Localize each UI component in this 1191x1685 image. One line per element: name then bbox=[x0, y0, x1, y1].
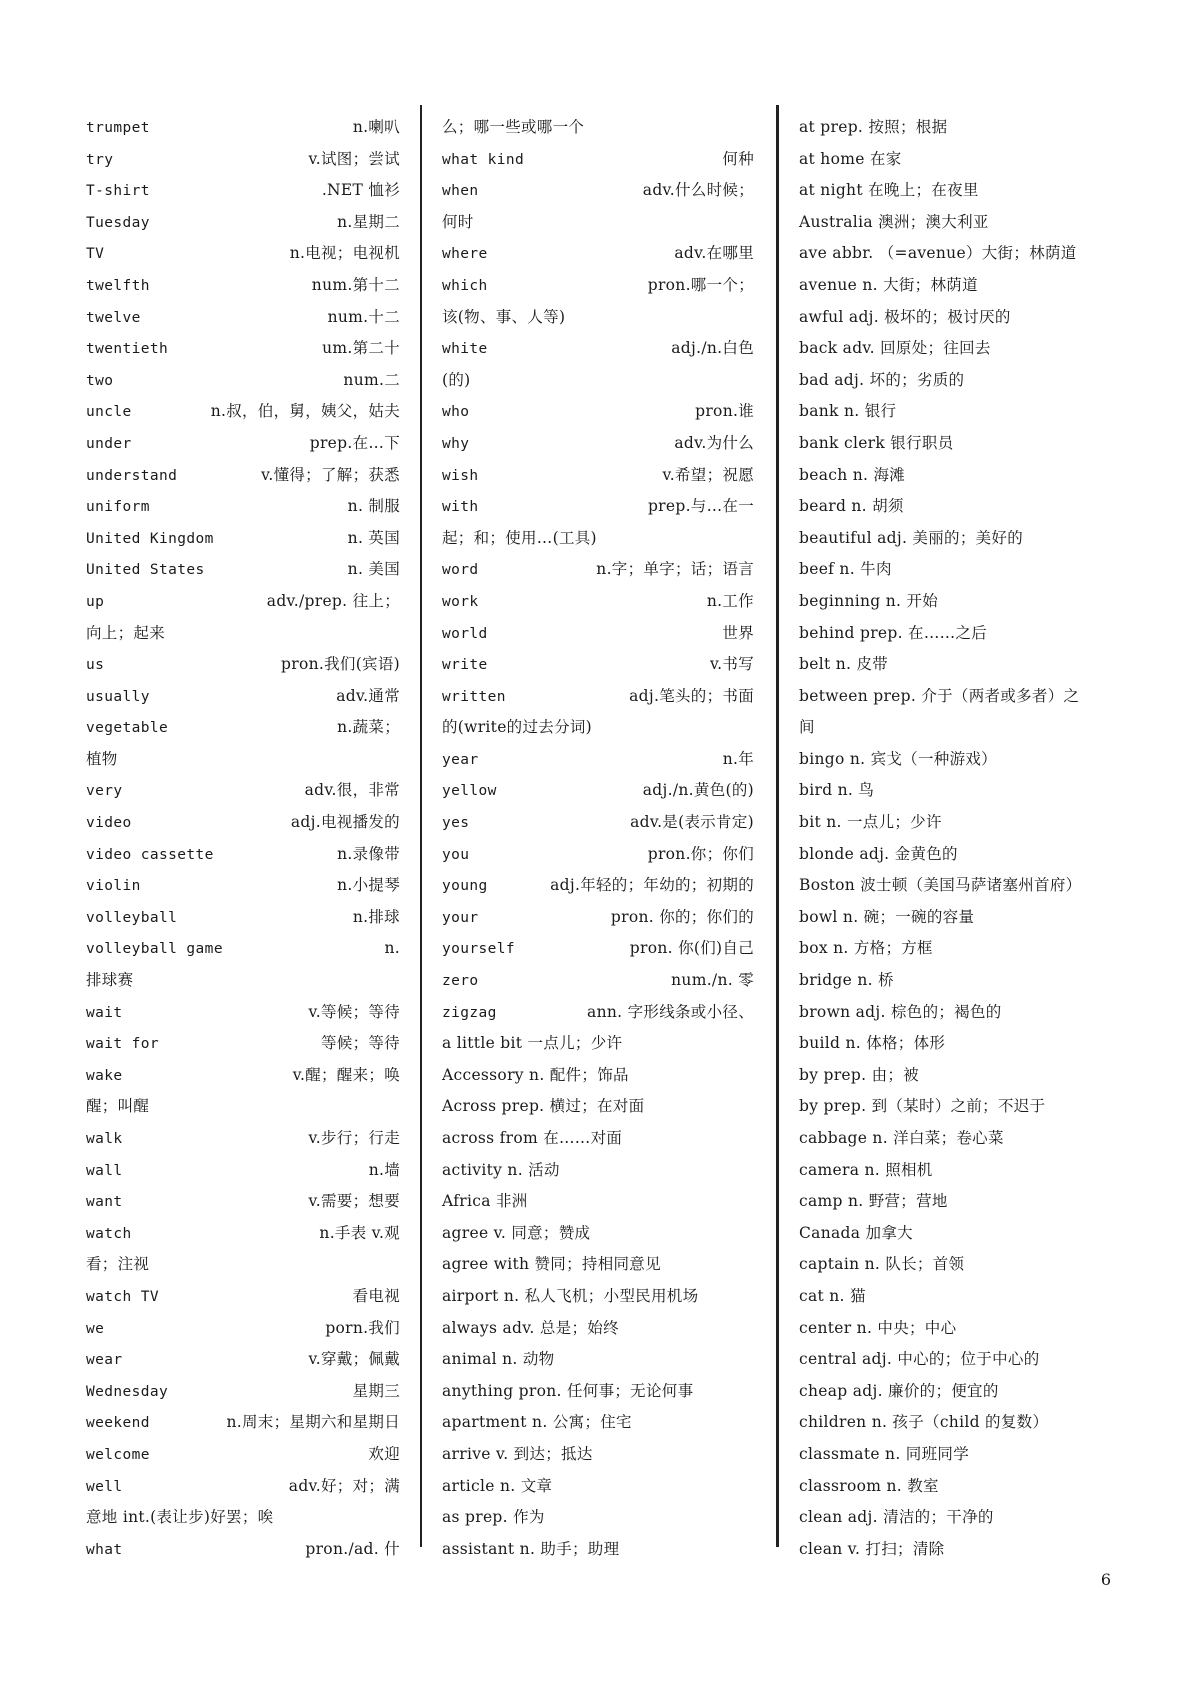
entry-translation: n.叔，伯，舅，姨父，姑夫 bbox=[210, 402, 400, 421]
entry-continuation: anything pron. 任何事；无论何事 bbox=[442, 1381, 694, 1400]
vocab-entry bbox=[86, 1281, 400, 1313]
entry-translation: n.手表 v.观 bbox=[319, 1223, 400, 1242]
entry-continuation: 的(write的过去分词) bbox=[442, 718, 593, 737]
entry-line: Canada 加拿大 bbox=[799, 1223, 913, 1242]
entry-translation: n.录像带 bbox=[337, 844, 400, 863]
entry-line: box n. 方格；方框 bbox=[799, 939, 933, 958]
entry-line: children n. 孩子（child 的复数） bbox=[799, 1413, 1049, 1432]
entry-line: Boston 波士顿（美国马萨诸塞州首府） bbox=[799, 876, 1082, 895]
entry-word: wear bbox=[86, 1352, 123, 1369]
entry-translation: n.排球 bbox=[352, 907, 400, 926]
entry-translation: v.懂得；了解；获悉 bbox=[261, 465, 400, 484]
entry-word: work bbox=[442, 593, 479, 610]
entry-continuation: always adv. 总是；始终 bbox=[442, 1318, 619, 1337]
entry-line: classmate n. 同班同学 bbox=[799, 1444, 969, 1463]
entry-word: want bbox=[86, 1194, 123, 1211]
vocab-entry bbox=[442, 997, 754, 1029]
entry-translation: adv.为什么 bbox=[674, 433, 754, 452]
entry-translation: ann. 字形线条或小径、 bbox=[587, 1002, 754, 1021]
vocab-entry bbox=[86, 365, 400, 397]
entry-word: zigzag bbox=[442, 1004, 497, 1021]
entry-line: camera n. 照相机 bbox=[799, 1160, 933, 1179]
entry-word: volleyball game bbox=[86, 941, 223, 958]
entry-continuation: animal n. 动物 bbox=[442, 1350, 555, 1369]
vocab-entry bbox=[86, 1534, 400, 1566]
entry-line: brown adj. 棕色的；褐色的 bbox=[799, 1002, 1002, 1021]
entry-translation: n.工作 bbox=[706, 591, 754, 610]
entry-continuation: assistant n. 助手；助理 bbox=[442, 1539, 620, 1558]
vocab-entry bbox=[86, 523, 400, 555]
entry-word: twelfth bbox=[86, 277, 150, 294]
entry-continuation: agree v. 同意；赞成 bbox=[442, 1223, 591, 1242]
vocab-entry bbox=[86, 1313, 400, 1345]
entry-continuation: agree with 赞同；持相同意见 bbox=[442, 1255, 661, 1274]
entry-word: vegetable bbox=[86, 720, 169, 737]
entry-translation: adv.在哪里 bbox=[674, 244, 754, 263]
vocab-entry bbox=[86, 586, 400, 618]
entry-line: clean adj. 清洁的；干净的 bbox=[799, 1508, 994, 1527]
entry-translation: pron. 你的；你们的 bbox=[610, 907, 754, 926]
vocab-entry bbox=[86, 1439, 400, 1471]
entry-word: watch bbox=[86, 1225, 132, 1242]
entry-word: welcome bbox=[86, 1446, 150, 1463]
vocab-entry bbox=[442, 238, 754, 270]
entry-word: twelve bbox=[86, 309, 141, 326]
entry-translation: adj.笔头的；书面 bbox=[629, 686, 754, 705]
entry-word: us bbox=[86, 657, 105, 674]
entry-line: beautiful adj. 美丽的；美好的 bbox=[799, 528, 1024, 547]
vocab-entry bbox=[442, 270, 754, 302]
entry-line: clean v. 打扫；清除 bbox=[799, 1539, 945, 1558]
entry-translation: v.醒；醒来；唤 bbox=[292, 1065, 400, 1084]
entry-line: bridge n. 桥 bbox=[799, 971, 894, 990]
entry-line: 间 bbox=[799, 718, 815, 737]
entry-line: build n. 体格；体形 bbox=[799, 1034, 946, 1053]
entry-translation: n.小提琴 bbox=[337, 876, 400, 895]
page-number: 6 bbox=[1100, 1570, 1111, 1589]
vocab-entry bbox=[86, 554, 400, 586]
entry-word: volleyball bbox=[86, 909, 178, 926]
vocab-entry bbox=[442, 807, 754, 839]
vocab-entry bbox=[86, 460, 400, 492]
entry-translation: pron. 你(们)自己 bbox=[629, 939, 754, 958]
entry-word: yourself bbox=[442, 941, 516, 958]
entry-word: you bbox=[442, 846, 470, 863]
entry-translation: pron.我们(宾语) bbox=[281, 655, 400, 674]
vocab-entry bbox=[86, 870, 400, 902]
entry-continuation: 起；和；使用…(工具) bbox=[442, 528, 597, 547]
entry-translation: num.十二 bbox=[327, 307, 400, 326]
entry-word: video cassette bbox=[86, 846, 214, 863]
entry-line: beach n. 海滩 bbox=[799, 465, 906, 484]
entry-word: word bbox=[442, 562, 479, 579]
entry-translation: porn.我们 bbox=[325, 1318, 400, 1337]
entry-translation: .NET 恤衫 bbox=[321, 181, 400, 200]
entry-translation: adv.什么时候； bbox=[642, 181, 754, 200]
vocab-entry bbox=[86, 1123, 400, 1155]
entry-line: bingo n. 宾戈（一种游戏） bbox=[799, 749, 997, 768]
entry-translation: 世界 bbox=[722, 623, 754, 642]
entry-line: belt n. 皮带 bbox=[799, 655, 889, 674]
entry-translation: adv.是(表示肯定) bbox=[630, 813, 754, 832]
entry-line: by prep. 到（某时）之前；不迟于 bbox=[799, 1097, 1046, 1116]
entry-continuation: 该(物、事、人等) bbox=[442, 307, 566, 326]
vocab-entry bbox=[86, 1376, 400, 1408]
entry-translation: prep.与…在一 bbox=[647, 497, 754, 516]
vocab-entry bbox=[86, 1218, 400, 1250]
entry-translation: v.穿戴；佩戴 bbox=[308, 1350, 400, 1369]
entry-translation: 欢迎 bbox=[368, 1444, 400, 1463]
vocab-entry bbox=[442, 965, 754, 997]
entry-word: white bbox=[442, 341, 488, 358]
entry-continuation: 何时 bbox=[442, 212, 474, 231]
entry-word: written bbox=[442, 688, 506, 705]
vocab-entry bbox=[442, 586, 754, 618]
entry-word: try bbox=[86, 151, 114, 168]
vocab-entry bbox=[86, 302, 400, 334]
entry-continuation: 排球赛 bbox=[86, 971, 134, 990]
entry-word: Wednesday bbox=[86, 1383, 169, 1400]
entry-word: zero bbox=[442, 973, 479, 990]
entry-word: understand bbox=[86, 467, 178, 484]
entry-continuation: 意地 int.(表让步)好罢；唉 bbox=[86, 1508, 274, 1527]
entry-translation: n.星期二 bbox=[337, 212, 400, 231]
entry-translation: v.书写 bbox=[709, 655, 754, 674]
entry-word: we bbox=[86, 1320, 105, 1337]
vocab-entry bbox=[86, 396, 400, 428]
entry-translation: n.周末；星期六和星期日 bbox=[226, 1413, 400, 1432]
entry-line: awful adj. 极坏的；极讨厌的 bbox=[799, 307, 1011, 326]
vocab-entry bbox=[86, 491, 400, 523]
entry-word: year bbox=[442, 751, 479, 768]
entry-word: where bbox=[442, 246, 488, 263]
entry-word: walk bbox=[86, 1131, 123, 1147]
vocab-entry bbox=[86, 1060, 400, 1092]
entry-word: yes bbox=[442, 815, 470, 832]
entry-continuation: 植物 bbox=[86, 749, 118, 768]
entry-word: under bbox=[86, 435, 132, 452]
column-1 bbox=[86, 112, 400, 1565]
entry-word: violin bbox=[86, 878, 141, 895]
entry-word: your bbox=[442, 909, 479, 926]
entry-line: beard n. 胡须 bbox=[799, 497, 904, 516]
vocab-entry bbox=[86, 649, 400, 681]
entry-continuation: 醒；叫醒 bbox=[86, 1097, 150, 1116]
entry-line: between prep. 介于（两者或多者）之 bbox=[799, 686, 1080, 705]
entry-translation: n.墙 bbox=[368, 1160, 400, 1179]
entry-word: wall bbox=[86, 1162, 123, 1179]
entry-continuation: article n. 文章 bbox=[442, 1476, 553, 1495]
entry-word: why bbox=[442, 435, 470, 452]
entry-continuation: Accessory n. 配件；饰品 bbox=[442, 1065, 629, 1084]
entry-line: classroom n. 教室 bbox=[799, 1476, 939, 1495]
entry-continuation: a little bit 一点儿；少许 bbox=[442, 1034, 623, 1053]
entry-word: who bbox=[442, 404, 470, 421]
vocab-entry bbox=[442, 333, 754, 365]
entry-word: wish bbox=[442, 467, 479, 484]
entry-continuation: across from 在……对面 bbox=[442, 1129, 623, 1147]
vocab-entry bbox=[86, 997, 400, 1029]
vocab-entry bbox=[86, 902, 400, 934]
entry-line: bird n. 鸟 bbox=[799, 781, 875, 800]
entry-translation: adv./prep. 往上； bbox=[266, 591, 400, 610]
entry-line: at home 在家 bbox=[799, 149, 902, 168]
column-2 bbox=[442, 112, 754, 1565]
vocab-entry bbox=[442, 428, 754, 460]
entry-word: two bbox=[86, 372, 114, 389]
entry-line: center n. 中央；中心 bbox=[799, 1318, 957, 1337]
vocab-entry bbox=[86, 207, 400, 239]
entry-word: T-shirt bbox=[86, 183, 150, 200]
entry-line: bank clerk 银行职员 bbox=[799, 433, 954, 452]
entry-line: beef n. 牛肉 bbox=[799, 560, 892, 579]
entry-line: central adj. 中心的；位于中心的 bbox=[799, 1350, 1040, 1369]
vocab-entry bbox=[442, 618, 754, 650]
entry-translation: adj./n.黄色(的) bbox=[642, 781, 754, 800]
entry-word: United Kingdom bbox=[86, 530, 214, 547]
entry-word: uniform bbox=[86, 499, 150, 516]
vocab-entry bbox=[442, 396, 754, 428]
vocab-entry bbox=[86, 807, 400, 839]
vocab-entry bbox=[442, 870, 754, 902]
entry-word: very bbox=[86, 783, 123, 800]
entry-word: when bbox=[442, 183, 479, 200]
entry-translation: num./n. 零 bbox=[671, 971, 754, 990]
entry-line: captain n. 队长；首领 bbox=[799, 1255, 965, 1274]
vocab-entry bbox=[86, 1407, 400, 1439]
entry-translation: n.喇叭 bbox=[352, 118, 400, 136]
entry-translation: prep.在…下 bbox=[309, 433, 400, 452]
entry-translation: 看电视 bbox=[352, 1286, 400, 1305]
entry-translation: 何种 bbox=[722, 149, 754, 168]
entry-line: by prep. 由；被 bbox=[799, 1065, 919, 1084]
entry-word: what kind bbox=[442, 151, 525, 168]
column-divider-1 bbox=[420, 105, 422, 1547]
column-3 bbox=[799, 112, 1139, 1565]
vocab-entry bbox=[86, 1028, 400, 1060]
entry-continuation: 看；注视 bbox=[86, 1255, 150, 1274]
entry-translation: adv.通常 bbox=[336, 686, 400, 705]
entry-translation: num.二 bbox=[343, 370, 400, 389]
entry-translation: pron.你；你们 bbox=[647, 844, 754, 863]
vocab-entry bbox=[86, 333, 400, 365]
entry-line: camp n. 野营；营地 bbox=[799, 1192, 948, 1211]
entry-line: bit n. 一点儿；少许 bbox=[799, 813, 942, 832]
entry-line: ave abbr. （=avenue）大街；林荫道 bbox=[799, 244, 1077, 263]
entry-translation: n. 制服 bbox=[347, 497, 400, 516]
entry-line: behind prep. 在……之后 bbox=[799, 623, 988, 642]
entry-line: bank n. 银行 bbox=[799, 402, 897, 421]
entry-continuation: Africa 非洲 bbox=[442, 1192, 528, 1211]
entry-translation: v.等候；等待 bbox=[308, 1002, 400, 1021]
entry-line: Australia 澳洲；澳大利亚 bbox=[799, 212, 989, 231]
entry-translation: n. 英国 bbox=[347, 528, 400, 547]
entry-translation: v.需要；想要 bbox=[308, 1192, 400, 1211]
entry-translation: pron./ad. 什 bbox=[305, 1539, 400, 1558]
entry-word: wait bbox=[86, 1004, 123, 1021]
entry-word: United States bbox=[86, 562, 205, 579]
entry-continuation: Across prep. 横过；在对面 bbox=[442, 1097, 645, 1116]
entry-word: what bbox=[86, 1541, 123, 1558]
entry-translation: pron.哪一个； bbox=[647, 275, 754, 294]
vocab-entry bbox=[442, 839, 754, 871]
entry-word: wait for bbox=[86, 1036, 160, 1053]
column-divider-2 bbox=[776, 105, 779, 1547]
vocab-entry bbox=[442, 775, 754, 807]
entry-word: trumpet bbox=[86, 120, 150, 136]
entry-word: world bbox=[442, 625, 488, 642]
entry-line: at night 在晚上；在夜里 bbox=[799, 181, 979, 200]
entry-word: write bbox=[442, 657, 488, 674]
entry-word: weekend bbox=[86, 1415, 150, 1432]
vocab-entry bbox=[442, 681, 754, 713]
entry-translation: adj./n.白色 bbox=[671, 339, 754, 358]
vocab-entry bbox=[86, 712, 400, 744]
entry-continuation: apartment n. 公寓；住宅 bbox=[442, 1413, 632, 1432]
entry-word: usually bbox=[86, 688, 150, 705]
vocab-entry bbox=[442, 460, 754, 492]
entry-translation: n.蔬菜； bbox=[337, 718, 400, 737]
entry-translation: n.字；单字；话；语言 bbox=[596, 560, 754, 579]
entry-translation: adj.年轻的；年幼的；初期的 bbox=[550, 876, 754, 895]
entry-line: cabbage n. 洋白菜；卷心菜 bbox=[799, 1129, 1004, 1147]
entry-line: avenue n. 大街；林荫道 bbox=[799, 275, 978, 294]
entry-line: blonde adj. 金黄色的 bbox=[799, 844, 958, 863]
vocab-entry bbox=[86, 175, 400, 207]
entry-translation: pron.谁 bbox=[695, 402, 754, 421]
vocab-entry bbox=[86, 144, 400, 176]
entry-line: bad adj. 坏的；劣质的 bbox=[799, 370, 965, 389]
vocab-entry bbox=[442, 554, 754, 586]
entry-translation: adv.好；对；满 bbox=[288, 1476, 400, 1495]
vocab-entry bbox=[86, 238, 400, 270]
entry-continuation: activity n. 活动 bbox=[442, 1160, 560, 1179]
entry-line: cat n. 猫 bbox=[799, 1286, 866, 1305]
entry-word: wake bbox=[86, 1067, 123, 1084]
entry-continuation: airport n. 私人飞机；小型民用机场 bbox=[442, 1286, 699, 1305]
entry-translation: adj.电视播发的 bbox=[290, 813, 400, 832]
vocab-entry bbox=[86, 1155, 400, 1187]
entry-continuation: 么；哪一些或哪一个 bbox=[442, 118, 585, 136]
entry-word: watch TV bbox=[86, 1288, 160, 1305]
entry-translation: 星期三 bbox=[352, 1381, 400, 1400]
entry-word: up bbox=[86, 593, 105, 610]
entry-line: back adv. 回原处；往回去 bbox=[799, 339, 991, 358]
entry-word: uncle bbox=[86, 404, 132, 421]
entry-translation: adv.很，非常 bbox=[304, 781, 400, 800]
entry-translation: v.步行；行走 bbox=[308, 1129, 400, 1147]
entry-translation: v.试图；尝试 bbox=[308, 149, 400, 168]
entry-word: which bbox=[442, 277, 488, 294]
entry-continuation: (的) bbox=[442, 370, 471, 389]
vocab-entry bbox=[86, 933, 400, 965]
entry-word: well bbox=[86, 1478, 123, 1495]
vocab-entry bbox=[86, 428, 400, 460]
entry-continuation: as prep. 作为 bbox=[442, 1508, 545, 1527]
entry-word: young bbox=[442, 878, 488, 895]
vocab-entry bbox=[86, 681, 400, 713]
entry-word: with bbox=[442, 499, 479, 516]
vocab-entry bbox=[442, 933, 754, 965]
entry-word: TV bbox=[86, 246, 105, 263]
entry-continuation: arrive v. 到达；抵达 bbox=[442, 1444, 593, 1463]
vocab-entry bbox=[442, 902, 754, 934]
vocab-entry bbox=[442, 649, 754, 681]
vocab-entry bbox=[442, 491, 754, 523]
entry-translation: num.第十二 bbox=[311, 275, 400, 294]
entry-word: Tuesday bbox=[86, 214, 150, 231]
entry-line: cheap adj. 廉价的；便宜的 bbox=[799, 1381, 999, 1400]
vocab-entry bbox=[86, 1471, 400, 1503]
vocab-entry bbox=[86, 1186, 400, 1218]
vocab-entry bbox=[86, 112, 400, 144]
entry-continuation: 向上；起来 bbox=[86, 623, 166, 642]
entry-translation: 等候；等待 bbox=[320, 1034, 400, 1053]
vocab-entry bbox=[86, 839, 400, 871]
entry-line: beginning n. 开始 bbox=[799, 591, 939, 610]
entry-translation: n.年 bbox=[722, 749, 754, 768]
entry-line: at prep. 按照；根据 bbox=[799, 118, 948, 136]
vocab-entry bbox=[86, 1344, 400, 1376]
vocab-entry bbox=[442, 144, 754, 176]
entry-word: video bbox=[86, 815, 132, 832]
entry-translation: n. 美国 bbox=[347, 560, 400, 579]
entry-word: twentieth bbox=[86, 341, 169, 358]
entry-translation: v.希望；祝愿 bbox=[662, 465, 754, 484]
entry-line: bowl n. 碗；一碗的容量 bbox=[799, 907, 975, 926]
entry-translation: um.第二十 bbox=[322, 339, 400, 358]
entry-word: yellow bbox=[442, 783, 497, 800]
entry-translation: n. bbox=[384, 939, 400, 958]
vocab-entry bbox=[86, 270, 400, 302]
vocab-entry bbox=[442, 744, 754, 776]
vocab-entry bbox=[442, 175, 754, 207]
entry-translation: n.电视；电视机 bbox=[289, 244, 400, 263]
vocab-entry bbox=[86, 775, 400, 807]
